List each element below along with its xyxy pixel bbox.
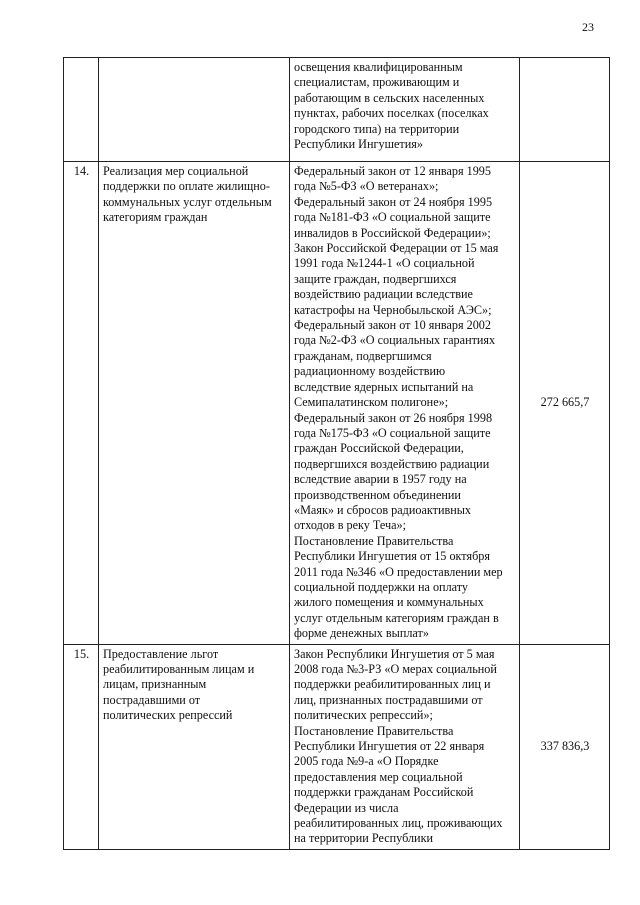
measure-text: Предоставление льгот реабилитированным лицам и лицам, признанным пострадавшими от политических репрессий (103, 646, 255, 723)
table-row (64, 644, 610, 849)
page-number: 23 (582, 20, 594, 34)
legal-basis-cell (290, 162, 520, 645)
legal-basis-cell (290, 58, 520, 162)
row-number-cell (64, 58, 99, 162)
measure-cell (99, 58, 290, 162)
row-number: 14. (73, 164, 90, 178)
amount-cell (520, 644, 610, 849)
row-number-cell (64, 644, 99, 849)
row-number: 15. (73, 646, 90, 661)
legal-basis-text: освещения квалифицированным специалистам, проживающим и работающим в сельских населенных пунктах, рабочих поселках (поселках городского типа) на территории Республики Ингушетия» (294, 60, 489, 152)
row-number-cell (64, 162, 99, 645)
measure-text: Реализация мер социальной поддержки по оплате жилищно- коммунальных услуг отдельным категориям граждан (103, 164, 272, 225)
amount-cell (520, 58, 610, 162)
legal-basis-text: Закон Республики Ингушетия от 5 мая 2008 года №3-РЗ «О мерах социальной поддержки реабилитированных лиц и лиц, признанных пострадавшими от политических репрессий»; Постановление Правительства Республики Ингушетия от 22 января 2005 года №9-а «О Порядке предоставления мер социальной поддержки гражданам Российской Федерации из числа реабилитированных лиц, проживающих на территории Республики (294, 646, 503, 846)
legal-basis-cell (290, 644, 520, 849)
legal-basis-text: Федеральный закон от 12 января 1995 года №5-ФЗ «О ветеранах»; Федеральный закон от 24 ноября 1995 года №181-ФЗ «О социальной защите инвалидов в Российской Федерации»; Закон Российской Федерации от 15 мая 1991 года №1244-1 «О социальной защите граждан, подвергшихся воздействию радиации вследствие катастрофы на Чернобыльской АЭС»; Федеральный закон от 10 января 2002 года №2-ФЗ «О социальных гарантиях гражданам, подвергшимся радиационному воздействию вследствие ядерных испытаний на Семипалатинском полигоне»; Федеральный закон от 26 ноября 1998 года №175-ФЗ «О социальной защите граждан Российской Федерации, подвергшихся воздействию радиации вследствие аварии в 1957 году на производственном объединении «Маяк» и сбросов радиоактивных отходов в реку Теча»; Постановление Правительства Республики Ингушетия от 15 октября 2011 года №346 «О предоставлении мер социальной поддержки на оплату жилого помещения и коммунальных услуг отдельным категориям граждан в форме денежных выплат» (294, 164, 503, 641)
amount-value: 337 836,3 (540, 739, 590, 754)
measure-cell (99, 162, 290, 645)
amount-cell (520, 162, 610, 645)
table-row (64, 162, 610, 645)
table-row (64, 58, 610, 162)
measure-cell (99, 644, 290, 849)
amount-value: 272 665,7 (540, 395, 590, 410)
budget-table (63, 57, 610, 850)
